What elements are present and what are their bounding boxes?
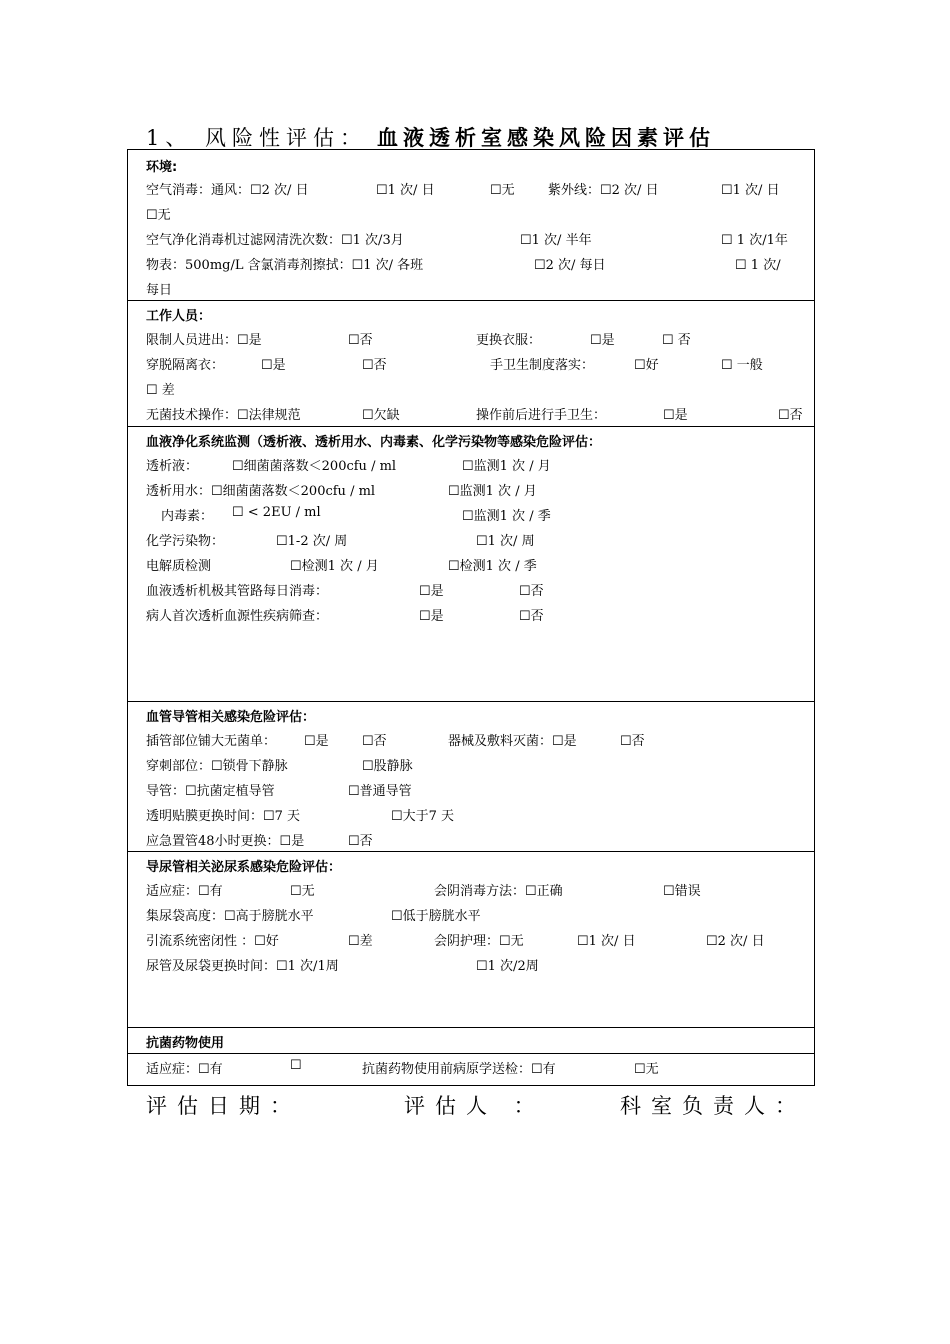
item-surface-each-shift[interactable]: 物表：500mg/L 含氯消毒剂擦拭：☐1 次/ 各班 — [146, 258, 424, 273]
section-heading: 环境: — [146, 160, 178, 175]
item-uv-none[interactable]: ☐无 — [146, 208, 171, 223]
item-water-colony[interactable]: 透析用水：☐细菌菌落数＜200cfu / ml — [146, 484, 376, 499]
item-dialysate-colony[interactable]: ☐细菌菌落数＜200cfu / ml — [232, 459, 397, 474]
item-filter-1year[interactable]: ☐ 1 次/1年 — [721, 233, 788, 248]
item-chemical-label: 化学污染物： — [146, 534, 225, 549]
page-title — [146, 122, 715, 152]
item-change-clothes-no[interactable]: ☐ 否 — [662, 333, 691, 348]
item-endotoxin-limit[interactable]: ☐ < 2EU / ml — [232, 505, 321, 520]
item-film-over-7days[interactable]: ☐大于7 天 — [391, 809, 455, 824]
item-surface-daily-text: 每日 — [146, 283, 173, 298]
item-hygiene-before-after-no[interactable]: ☐否 — [778, 408, 803, 423]
item-machine-disinfection-no[interactable]: ☐否 — [519, 584, 544, 599]
item-surface-2x-daily[interactable]: ☐2 次/ 每日 — [534, 258, 606, 273]
section-urinary-catheter — [128, 851, 814, 1028]
item-screening-label: 病人首次透析血源性疾病筛查： — [146, 609, 329, 624]
item-film-7days[interactable]: 透明贴膜更换时间：☐7 天 — [146, 809, 301, 824]
item-water-monthly[interactable]: ☐监测1 次 / 月 — [448, 484, 537, 499]
section-staff — [128, 300, 814, 427]
section-blood-purification — [128, 426, 814, 702]
item-machine-disinfection-label: 血液透析机极其管路每日消毒： — [146, 584, 329, 599]
item-gown-label: 穿脱隔离衣： — [146, 358, 225, 373]
item-change-clothes-yes[interactable]: ☐是 — [590, 333, 615, 348]
title-main: 血液透析室感染风险因素评估 — [377, 125, 716, 150]
item-perineal-care-none[interactable]: 会阴护理：☐无 — [434, 934, 524, 949]
item-aseptic-standard[interactable]: 无菌技术操作：☐法律规范 — [146, 408, 301, 423]
item-replace-weekly[interactable]: 尿管及尿袋更换时间：☐1 次/1周 — [146, 959, 339, 974]
item-air-disinfection-1x[interactable]: ☐1 次/ 日 — [376, 183, 435, 198]
item-puncture-femoral[interactable]: ☐股静脉 — [362, 759, 413, 774]
item-replace-biweekly[interactable]: ☐1 次/2周 — [476, 959, 539, 974]
section-heading: 工作人员： — [146, 309, 212, 324]
item-sterilization-no[interactable]: ☐否 — [620, 734, 645, 749]
item-gown-no[interactable]: ☐否 — [362, 358, 387, 373]
item-electrolyte-quarterly[interactable]: ☐检测1 次 / 季 — [448, 559, 537, 574]
item-drape-no[interactable]: ☐否 — [362, 734, 387, 749]
title-prefix: 1、 风险性评估： — [146, 126, 368, 150]
section-heading: 血液净化系统监测（透析液、透析用水、内毒素、化学污染物等感染危险评估： — [146, 435, 602, 450]
footer-date-label: 评估日期： — [146, 1094, 301, 1118]
item-sterilization-yes[interactable]: 器械及敷料灭菌：☐是 — [448, 734, 577, 749]
item-hygiene-before-after-yes[interactable]: ☐是 — [663, 408, 688, 423]
item-indication-no[interactable]: ☐无 — [290, 884, 315, 899]
item-pathogen-test-yes[interactable]: 抗菌药物使用前病原学送检：☐有 — [362, 1062, 556, 1077]
item-screening-yes[interactable]: ☐是 — [419, 609, 444, 624]
footer-dept-head-label: 科室负责人： — [620, 1094, 806, 1118]
item-air-disinfection-2x[interactable]: 空气消毒：通风：☐2 次/ 日 — [146, 183, 309, 198]
item-restrict-entry-yes[interactable]: 限制人员进出：☐是 — [146, 333, 262, 348]
item-hand-hygiene-poor[interactable]: ☐ 差 — [146, 383, 175, 398]
item-hygiene-before-after-label: 操作前后进行手卫生： — [476, 408, 607, 423]
item-puncture-subclavian[interactable]: 穿刺部位：☐锁骨下静脉 — [146, 759, 288, 774]
item-drape-yes[interactable]: ☐是 — [304, 734, 329, 749]
item-bag-below[interactable]: ☐低于膀胱水平 — [391, 909, 481, 924]
section-heading: 血管导管相关感染危险评估： — [146, 710, 316, 725]
item-filter-halfyear[interactable]: ☐1 次/ 半年 — [520, 233, 592, 248]
item-perineal-wrong[interactable]: ☐错误 — [663, 884, 701, 899]
item-pathogen-test-no[interactable]: ☐无 — [634, 1062, 659, 1077]
footer-assessor-label: 评估人 ： — [404, 1094, 545, 1118]
item-endotoxin-quarterly[interactable]: ☐监测1 次 / 季 — [462, 509, 551, 524]
item-change-clothes-label: 更换衣服： — [476, 333, 542, 348]
item-restrict-entry-no[interactable]: ☐否 — [348, 333, 373, 348]
item-hand-hygiene-average[interactable]: ☐ 一般 — [721, 358, 763, 373]
item-electrolyte-label: 电解质检测 — [146, 559, 212, 574]
item-antibiotic-indication-yes[interactable]: 适应症：☐有 — [146, 1062, 223, 1077]
item-chemical-weekly[interactable]: ☐1 次/ 周 — [476, 534, 535, 549]
item-hand-hygiene-label: 手卫生制度落实： — [490, 358, 595, 373]
item-drape-label: 插管部位铺大无菌单： — [146, 734, 277, 749]
item-perineal-care-2x[interactable]: ☐2 次/ 日 — [706, 934, 765, 949]
item-filter-3months[interactable]: 空气净化消毒机过滤网清洗次数：☐1 次/3月 — [146, 233, 404, 248]
item-air-disinfection-none[interactable]: ☐无 — [490, 183, 515, 198]
item-electrolyte-monthly[interactable]: ☐检测1 次 / 月 — [290, 559, 379, 574]
item-catheter-normal[interactable]: ☐普通导管 — [348, 784, 412, 799]
item-dialysate-label: 透析液： — [146, 459, 199, 474]
item-drainage-poor[interactable]: ☐差 — [348, 934, 373, 949]
section-environment — [128, 150, 814, 301]
signature-footer — [0, 1090, 950, 1120]
item-aseptic-lacking[interactable]: ☐欠缺 — [362, 408, 400, 423]
item-hand-hygiene-good[interactable]: ☐好 — [634, 358, 659, 373]
item-perineal-correct[interactable]: 会阴消毒方法：☐正确 — [434, 884, 563, 899]
section-vascular-catheter — [128, 701, 814, 852]
item-machine-disinfection-yes[interactable]: ☐是 — [419, 584, 444, 599]
item-chemical-1-2-weekly[interactable]: ☐1-2 次/ 周 — [276, 534, 348, 549]
item-perineal-care-1x[interactable]: ☐1 次/ 日 — [577, 934, 636, 949]
item-uv-2x[interactable]: 紫外线：☐2 次/ 日 — [548, 183, 659, 198]
item-antibiotic-indication-no[interactable]: ☐ — [290, 1058, 302, 1073]
item-gown-yes[interactable]: ☐是 — [261, 358, 286, 373]
item-surface-1x[interactable]: ☐ 1 次/ — [735, 258, 781, 273]
item-screening-no[interactable]: ☐否 — [519, 609, 544, 624]
item-catheter-antibacterial[interactable]: 导管：☐抗菌定植导管 — [146, 784, 275, 799]
section-antibiotic-heading — [128, 1027, 814, 1054]
item-endotoxin-label: 内毒素： — [161, 509, 214, 524]
item-dialysate-monthly[interactable]: ☐监测1 次 / 月 — [462, 459, 551, 474]
item-indication-yes[interactable]: 适应症：☐有 — [146, 884, 223, 899]
item-emergency-yes[interactable]: 应急置管48小时更换：☐是 — [146, 834, 305, 849]
section-antibiotic-row — [128, 1053, 814, 1087]
item-bag-above[interactable]: 集尿袋高度：☐高于膀胱水平 — [146, 909, 314, 924]
assessment-form — [127, 149, 815, 1086]
item-uv-1x[interactable]: ☐1 次/ 日 — [721, 183, 780, 198]
section-heading: 抗菌药物使用 — [146, 1036, 225, 1051]
section-heading: 导尿管相关泌尿系感染危险评估： — [146, 860, 342, 875]
item-drainage-good[interactable]: 引流系统密闭性 ：☐好 — [146, 934, 279, 949]
item-emergency-no[interactable]: ☐否 — [348, 834, 373, 849]
